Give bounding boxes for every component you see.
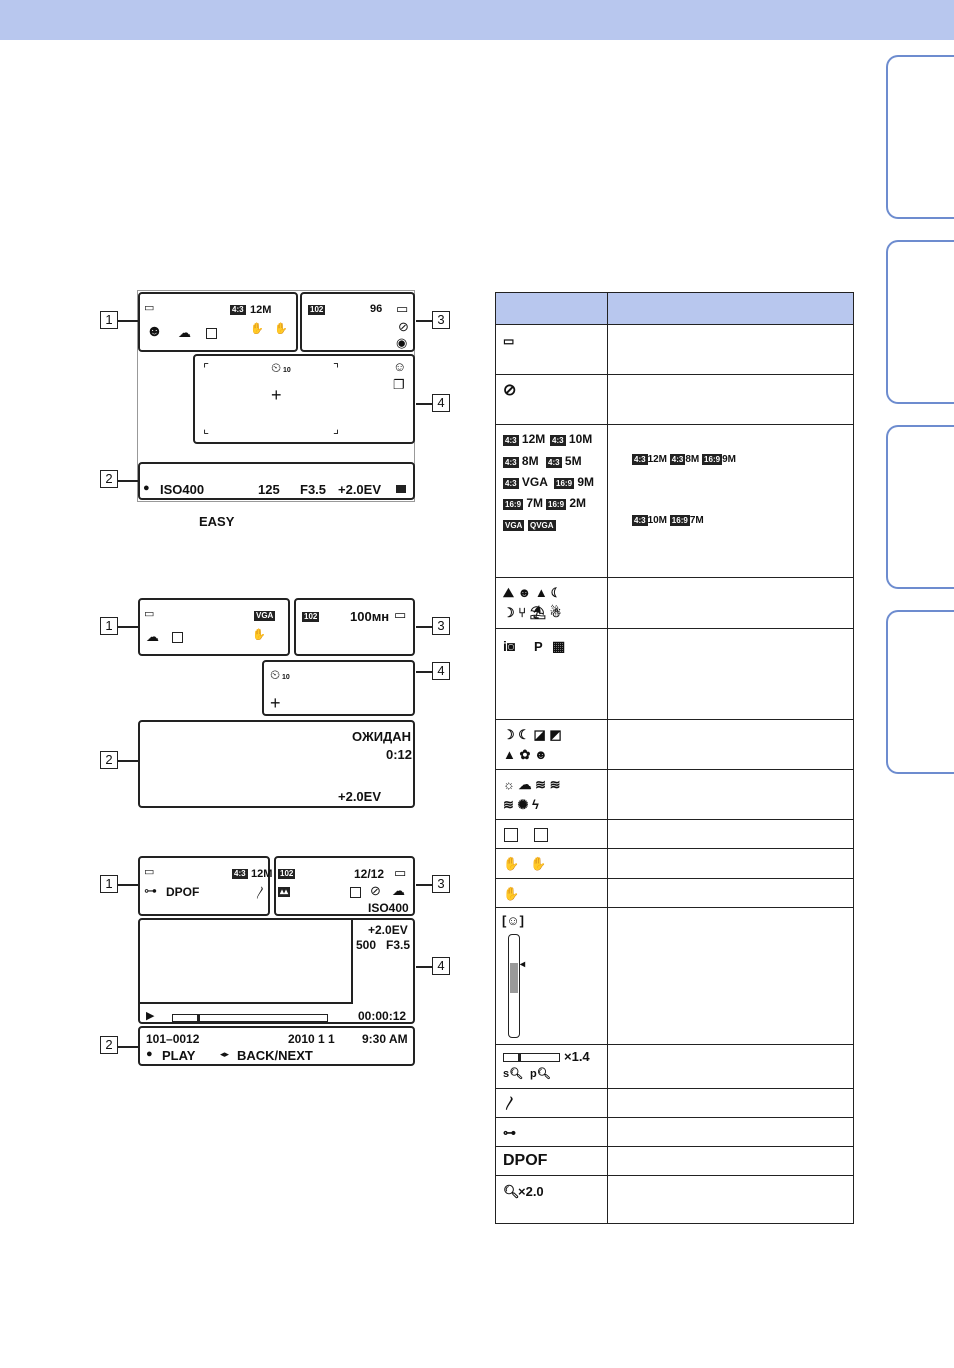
gauge-level [510,963,518,993]
leader-2 [118,480,138,482]
callout-1: 1 [100,617,118,635]
side-tab-1[interactable] [886,55,954,219]
table-row [496,907,853,1044]
image-size: 12M [250,304,272,316]
side-tab-2[interactable] [886,240,954,404]
panel-2 [138,720,415,808]
size-12m: 12M [521,432,546,446]
shutter-value: 500 [356,938,377,952]
movie-mode-icon: ▦ [552,638,566,654]
shake-warning-icon: ✋ [503,886,520,901]
panel-3 [300,292,415,352]
panel-4 [262,660,415,716]
self-timer-icon: ⏲ [270,667,281,682]
ev-value: +2.0EV [368,923,408,937]
ev-value: +2.0EV [338,482,382,497]
panel-1 [138,598,290,656]
play-label: PLAY [162,1048,196,1063]
size-10m: 10M [568,432,593,446]
table-row [496,1175,853,1223]
desc-size-8m: 8M [685,454,700,465]
shake-warning-icon: ✋ [274,323,288,335]
recording-date: 2010 1 1 [288,1032,335,1046]
play-icon[interactable]: ▶ [146,1010,155,1022]
cloudy-icon: ☁ [146,629,159,644]
standby-label: ОЖИДАН [352,729,412,744]
scene-icons-row1: ⛰ ☻ ▲ ☾ [503,585,561,600]
desc-size-9m: 9M [722,454,736,465]
back-next-label: BACK/NEXT [237,1048,313,1063]
leader-2 [118,760,138,762]
panel-4 [193,354,415,444]
portrait-icon: ☻ [146,323,163,340]
white-balance-row2: ≋ ✺ ϟ [503,797,539,812]
smart-zoom-icon: s🔍︎ [503,1068,524,1080]
steadyshot-icon: ✋ [250,323,264,335]
callout-3: 3 [432,875,450,893]
panel-3 [274,856,415,916]
table-row [496,577,853,628]
iso-value: ISO400 [368,901,409,915]
af-cross-icon: + [270,693,281,713]
elapsed-time: 00:00:12 [358,1009,407,1023]
steadyshot-on-icon: ✋ [503,856,520,871]
leader-4 [416,671,432,673]
white-balance-row1: ☼ ☁ ≋ ≋ [503,777,561,792]
leader-3 [416,626,432,628]
table-row [496,628,853,719]
divider [351,918,353,1004]
file-number: 101–0012 [146,1032,200,1046]
table-row [496,374,853,424]
table-header [496,293,853,324]
size-vga: VGA [521,475,548,489]
leader-1 [118,626,138,628]
table-row [496,1088,853,1117]
leader-1 [118,320,138,322]
precision-zoom-icon: p🔍︎ [530,1068,551,1080]
af-cross-icon: + [271,385,282,405]
panel-4 [138,918,415,1024]
scene-recognition-row1: ☽ ☾ ◪ ◩ [503,727,562,742]
aperture-value: F3.5 [300,482,327,497]
scene-icons-row2: ☽ ⑂ ⛱ ☃ [503,605,562,620]
shots-remaining: 96 [370,303,383,315]
panel-1 [138,292,298,352]
zoom-position [518,1054,521,1061]
burst-icon: ❐ [393,377,405,392]
table-row [496,819,853,848]
ev-value: +2.0EV [338,789,382,804]
callout-1: 1 [100,875,118,893]
program-auto-icon: P [534,639,543,654]
leader-2 [118,1046,138,1048]
recording-clock: 9:30 AM [362,1032,408,1046]
panel-2 [138,1026,415,1066]
shutter-value: 125 [258,482,280,497]
table-row [496,1117,853,1146]
panel-1 [138,856,273,916]
af-frame-top-left: ⌜ [203,361,210,376]
table-row [496,324,853,374]
self-timer-icon: ⏲ [271,360,282,375]
af-frame-top-right: ⌝ [333,361,340,376]
size-5m: 5M [564,454,582,468]
folder-badge: 102 [280,869,294,878]
record-dot-icon: ● [146,1048,153,1060]
leader-4 [416,403,432,405]
protect-key-icon: ⊶ [144,883,157,898]
playback-bar[interactable] [172,1014,328,1022]
zoom-scale: ×1.4 [564,1049,590,1064]
smile-detection-icon: [☺] [502,913,524,928]
dpof-label: DPOF [503,1152,548,1169]
battery-icon: ▭ [144,866,155,878]
table-row [496,1044,853,1088]
pictbridge-icon: 〳 [503,1095,517,1111]
icon-table [495,292,854,1224]
zoom-bar [503,1053,560,1062]
table-row [496,719,853,769]
table-row: 4:3 12M 4:3 10M 4:3 8M 4:3 5M 4:3 VGA 16:9 9M 16:9 7M 16:9 2M VGA QVGA 4:3 12M 4:3 8M 16:9 9M 4:3 10M 16:9 7M [496,424,853,577]
panel-3 [294,598,415,656]
table-row [496,848,853,878]
multi-metering-icon [504,828,518,842]
cloudy-icon: ☁ [392,883,405,898]
af-frame-bottom-right: ⌟ [333,421,340,436]
side-tab-3[interactable] [886,425,954,589]
table-row [496,878,853,907]
folder-badge: 102 [304,612,318,621]
ratio-badge: 4:3 [232,305,244,314]
pictbridge-icon: 〳 [254,885,268,900]
smile-sensitivity-gauge [508,934,520,1038]
divider [140,1002,353,1004]
memory-card-icon: ▭ [394,865,407,880]
vga-badge: VGA [256,611,274,620]
memory-card-icon: ▭ [394,607,407,622]
flash-off-icon: ⊘ [370,883,381,898]
playback-zoom-scale: ×2.0 [518,1184,544,1199]
cloudy-icon: ☁ [178,325,191,340]
table-row [496,769,853,819]
folder-badge: 102 [310,305,324,314]
protect-key-icon: ⊶ [503,1125,516,1140]
leader-3 [416,320,432,322]
size-7m: 7M [526,496,544,510]
battery-icon: ▭ [144,302,155,314]
iso-value: ISO400 [160,482,205,497]
movie-remaining: 100мн [350,609,390,624]
image-size: 12M [251,868,273,880]
size-2m: 2M [569,496,587,510]
record-dot-icon: ● [143,482,150,494]
spot-metering-icon [534,828,548,842]
battery-icon: ▭ [503,334,515,348]
leader-4 [416,966,432,968]
timer-value: 10 [282,674,290,681]
spot-metering-icon [206,328,217,339]
folder-change-icon: ▴▴ [280,887,289,896]
desc-size-12m: 12M [647,454,668,465]
steadyshot-auto-icon: ✋ [252,629,266,641]
red-eye-icon: ◉ [396,335,408,350]
easy-label: EASY [199,514,235,529]
callout-1: 1 [100,311,118,329]
histogram-icon [396,485,406,493]
steadyshot-off-icon: ✋ [530,856,547,871]
spot-metering-icon [350,887,361,898]
image-counter: 12/12 [354,867,385,881]
callout-4: 4 [432,662,450,680]
callout-4: 4 [432,394,450,412]
vga-movie-icon: VGA [505,521,523,530]
face-detection-off-icon: ☺ [393,359,407,374]
dpof-label: DPOF [166,885,200,899]
battery-icon: ▭ [144,608,155,620]
leader-1 [118,884,138,886]
playback-zoom-icon: 🔍︎ [503,1184,520,1199]
gauge-pointer-icon: ◂ [520,959,526,970]
left-right-icon: ◂▸ [220,1049,230,1059]
flash-off-icon: ⊘ [398,319,409,334]
callout-3: 3 [432,617,450,635]
size-9m: 9M [577,475,595,489]
callout-2: 2 [100,751,118,769]
qvga-movie-icon: QVGA [530,521,554,530]
desc-size-10m: 10M [647,515,668,526]
intelligent-auto-icon: i◙ [503,638,516,654]
aperture-value: F3.5 [386,938,411,952]
size-8m: 8M [521,454,539,468]
callout-3: 3 [432,311,450,329]
timer-value: 10 [283,367,291,374]
recording-time: 0:12 [386,747,413,762]
panel-2 [138,462,415,500]
callout-2: 2 [100,470,118,488]
desc-size-7m: 7M [689,515,704,526]
playback-position [197,1015,200,1021]
ratio-badge: 4:3 [234,869,246,878]
leader-3 [416,884,432,886]
multi-metering-icon [172,632,183,643]
table-row [496,1146,853,1175]
scene-recognition-row2: ▲ ✿ ☻ [503,747,548,762]
af-frame-bottom-left: ⌞ [203,421,210,436]
side-tab-4[interactable] [886,610,954,774]
callout-4: 4 [432,957,450,975]
memory-card-icon: ▭ [396,301,409,316]
callout-2: 2 [100,1036,118,1054]
battery-empty-icon: ⊘ [503,382,517,399]
header-bar [0,0,954,40]
